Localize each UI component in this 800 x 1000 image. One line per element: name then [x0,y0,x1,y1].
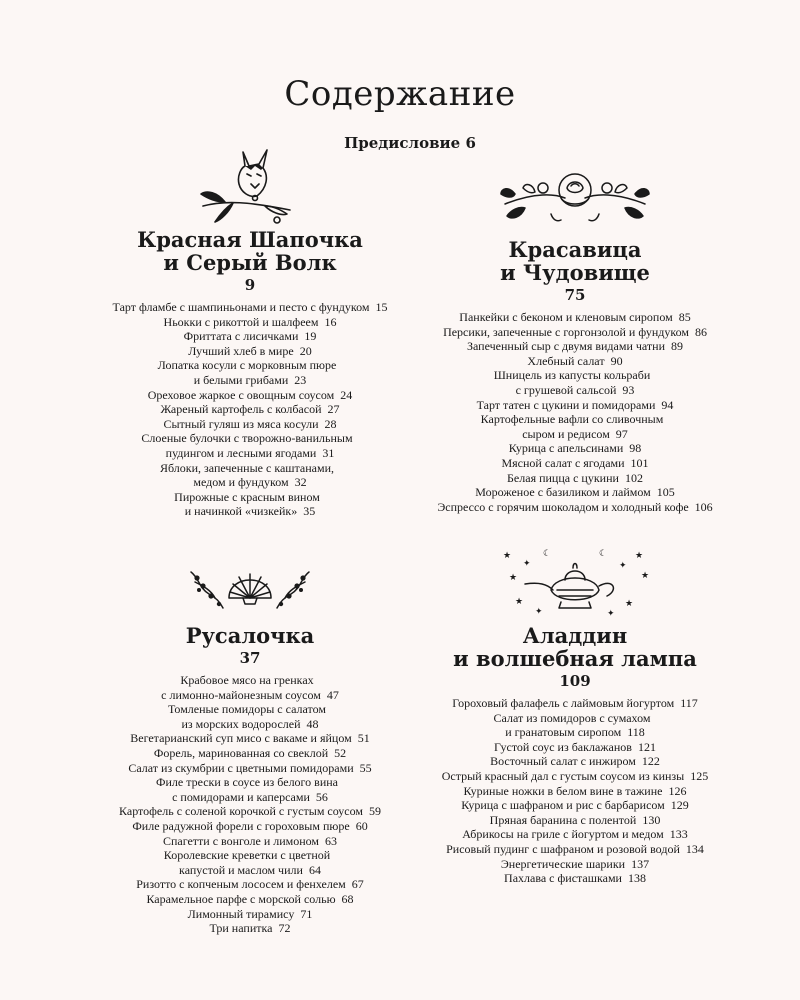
recipe-entry: пудингом и лесными ягодами 31 [165,445,335,460]
page-title: Содержание [284,74,516,114]
recipe-entry: Фриттата с лисичками 19 [183,329,317,344]
recipe-entry: Ризотто с копченым лососем и фенхелем 67 [136,877,364,892]
recipe-entry: Курица с шафраном и рис с барбарисом 129 [461,798,689,813]
fox-on-branch-icon [195,140,305,228]
seashell-seaweed-icon [185,552,315,618]
recipe-entry: Пахлава с фисташками 138 [504,871,646,886]
recipe-entry: с лимонно-майонезным соусом 47 [161,687,339,702]
recipe-entry: Три напитка 72 [209,921,291,936]
recipe-entry: Салат из скумбрии с цветными помидорами 55 [128,760,372,775]
recipe-entry: Ньокки с рикоттой и шалфеем 16 [163,314,337,329]
svg-text:✦: ✦ [535,607,543,617]
svg-text:★: ★ [625,599,634,609]
section-page-number: 9 [244,276,256,294]
svg-text:✦: ✦ [619,561,627,571]
section-aladdin [385,544,765,886]
section-page-number: 75 [564,286,586,304]
recipe-entry: Мороженое с базиликом и лаймом 105 [475,485,675,500]
svg-text:✦: ✦ [523,559,531,569]
svg-text:☾: ☾ [599,549,608,559]
rose-branch-icon [495,164,655,230]
recipe-entry: Лопатка косули с морковным пюре [157,358,337,373]
recipe-entry: Филе радужной форели с гороховым пюре 60 [132,818,368,833]
recipe-entry: Карамельное парфе с морской солью 68 [146,891,354,906]
recipe-entry: Пряная баранина с полентой 130 [489,812,661,827]
recipe-entry: Форель, маринованная со свеклой 52 [153,745,347,760]
recipe-entry: Яблоки, запеченные с каштанами, [159,460,335,475]
section-title-line: Красная Шапочка [137,227,363,252]
svg-text:✦: ✦ [607,609,615,619]
recipe-entry: Хлебный салат 90 [527,353,623,368]
recipe-entry: медом и фундуком 32 [193,475,307,490]
recipe-entry: из морских водорослей 48 [181,716,319,731]
recipe-entry: Панкейки с беконом и кленовым сиропом 85 [459,310,691,324]
svg-text:★: ★ [515,597,524,607]
recipe-list [60,300,440,519]
svg-text:★: ★ [641,571,650,581]
recipe-entry: Мясной салат с ягодами 101 [501,455,649,470]
recipe-entry: Тарт татен с цукини и помидорами 94 [476,397,674,412]
recipe-entry: с помидорами и каперсами 56 [172,789,328,804]
section-title-line: Аладдин [522,623,628,648]
recipe-entry: Картофельные вафли со сливочным [480,412,664,427]
section-title-line: Русалочка [185,623,315,648]
recipe-entry: Филе трески в соусе из белого вина [155,775,339,790]
recipe-entry: Курица с апельсинами 98 [508,441,642,456]
recipe-entry: Острый красный дал с густым соусом из кинзы 125 [441,768,709,783]
recipe-entry: капустой и маслом чили 64 [179,862,321,877]
recipe-entry: и начинкой «чизкейк» 35 [184,504,316,519]
recipe-entry: Вегетарианский суп мисо с вакаме и яйцом 51 [130,731,370,746]
recipe-entry: с грушевой сальсой 93 [515,382,635,397]
section-page-number: 37 [239,649,261,667]
section-little-mermaid [60,552,440,936]
section-red-riding-hood [60,140,440,519]
recipe-entry: Тарт фламбе с шампиньонами и песто с фундуком 15 [112,300,388,314]
recipe-entry: Энергетические шарики 137 [500,856,650,871]
recipe-entry: Жареный картофель с колбасой 27 [160,402,340,417]
magic-lamp-stars-icon [495,544,655,620]
recipe-list [385,310,765,514]
recipe-entry: Салат из помидоров с сумахом [493,710,651,725]
recipe-entry: и гранатовым сиропом 118 [505,725,645,740]
svg-text:☾: ☾ [543,549,552,559]
section-beauty-and-beast [385,164,765,514]
section-title-line: и Чудовище [500,260,650,285]
recipe-entry: Густой соус из баклажанов 121 [494,739,656,754]
recipe-entry: Шницель из капусты кольраби [493,368,651,383]
recipe-entry: Персики, запеченные с горгонзолой и фундуком 86 [443,324,707,339]
recipe-entry: Восточный салат с инжиром 122 [490,754,660,769]
recipe-entry: Абрикосы на гриле с йогуртом и медом 133 [462,827,688,842]
recipe-entry: Спагетти с вонголе и лимоном 63 [162,833,338,848]
recipe-entry: Пирожные с красным вином [174,489,320,504]
recipe-list [385,696,765,886]
recipe-entry: Рисовый пудинг с шафраном и розовой водой 134 [446,841,704,856]
recipe-entry: Ореховое жаркое с овощным соусом 24 [147,387,353,402]
recipe-entry: Крабовое мясо на гренках [180,673,314,687]
section-title-line: Красавица [508,237,642,262]
preface-entry: Предисловие 6 [344,134,476,152]
recipe-entry: Королевские креветки с цветной [163,848,331,863]
recipe-entry: Сытный гуляш из мяса косули 28 [163,416,337,431]
recipe-entry: Гороховый фалафель с лаймовым йогуртом 117 [452,696,698,710]
svg-text:★: ★ [635,551,644,561]
recipe-entry: Белая пицца с цукини 102 [507,470,643,485]
recipe-entry: Запеченный сыр с двумя видами чатни 89 [466,339,684,354]
recipe-list [60,673,440,936]
recipe-entry: Лимонный тирамису 71 [187,906,313,921]
section-title-line: и Серый Волк [163,250,337,275]
recipe-entry: Куриные ножки в белом вине в тажине 126 [463,783,687,798]
recipe-entry: Лучший хлеб в мире 20 [188,343,312,358]
svg-text:★: ★ [509,573,518,583]
recipe-entry: и белыми грибами 23 [193,372,307,387]
section-page-number: 109 [559,672,591,690]
recipe-entry: Слоеные булочки с творожно-ванильным [141,431,353,446]
recipe-entry: сыром и редисом 97 [522,426,628,441]
section-title-line: и волшебная лампа [453,646,697,671]
recipe-entry: Картофель с соленой корочкой с густым соусом 59 [119,804,381,819]
recipe-entry: Эспрессо с горячим шоколадом и холодный кофе 106 [437,499,713,514]
recipe-entry: Томленые помидоры с салатом [168,702,326,717]
svg-text:★: ★ [503,551,512,561]
